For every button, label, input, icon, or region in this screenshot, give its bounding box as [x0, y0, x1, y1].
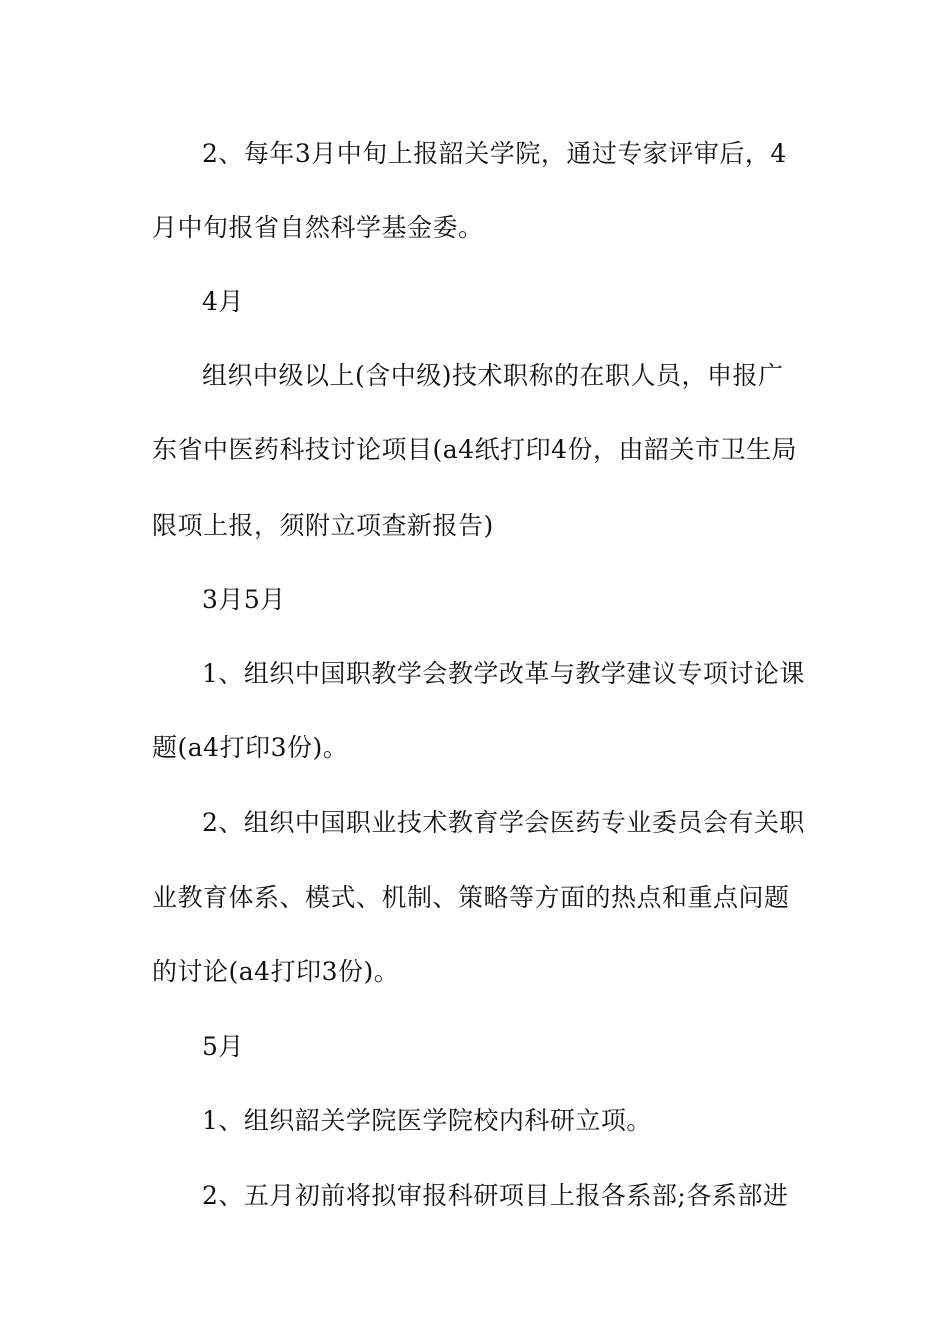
- paragraph-line: 月中旬报省自然科学基金委。: [152, 213, 484, 242]
- section-heading: 3月5月: [202, 585, 286, 614]
- paragraph-line: 组织中级以上(含中级)技术职称的在职人员，申报广: [202, 361, 784, 390]
- paragraph-line: 2、每年3月中旬上报韶关学院，通过专家评审后，4: [202, 139, 787, 168]
- paragraph-line: 2、组织中国职业技术教育学会医药专业委员会有关职: [202, 808, 805, 837]
- paragraph-line: 的讨论(a4打印3份)。: [152, 957, 400, 986]
- paragraph-line: 2、五月初前将拟审报科研项目上报各系部;各系部进: [202, 1181, 789, 1210]
- section-heading: 4月: [202, 287, 244, 316]
- paragraph-line: 业教育体系、模式、机制、策略等方面的热点和重点问题: [152, 883, 790, 912]
- section-heading: 5月: [202, 1032, 244, 1061]
- paragraph-line: 东省中医药科技讨论项目(a4纸打印4份，由韶关市卫生局: [152, 435, 797, 464]
- paragraph-line: 限项上报，须附立项查新报告): [152, 511, 494, 540]
- paragraph-line: 1、组织中国职教学会教学改革与教学建议专项讨论课: [202, 659, 805, 688]
- paragraph-line: 1、组织韶关学院医学院校内科研立项。: [202, 1106, 652, 1135]
- paragraph-line: 题(a4打印3份)。: [152, 733, 349, 762]
